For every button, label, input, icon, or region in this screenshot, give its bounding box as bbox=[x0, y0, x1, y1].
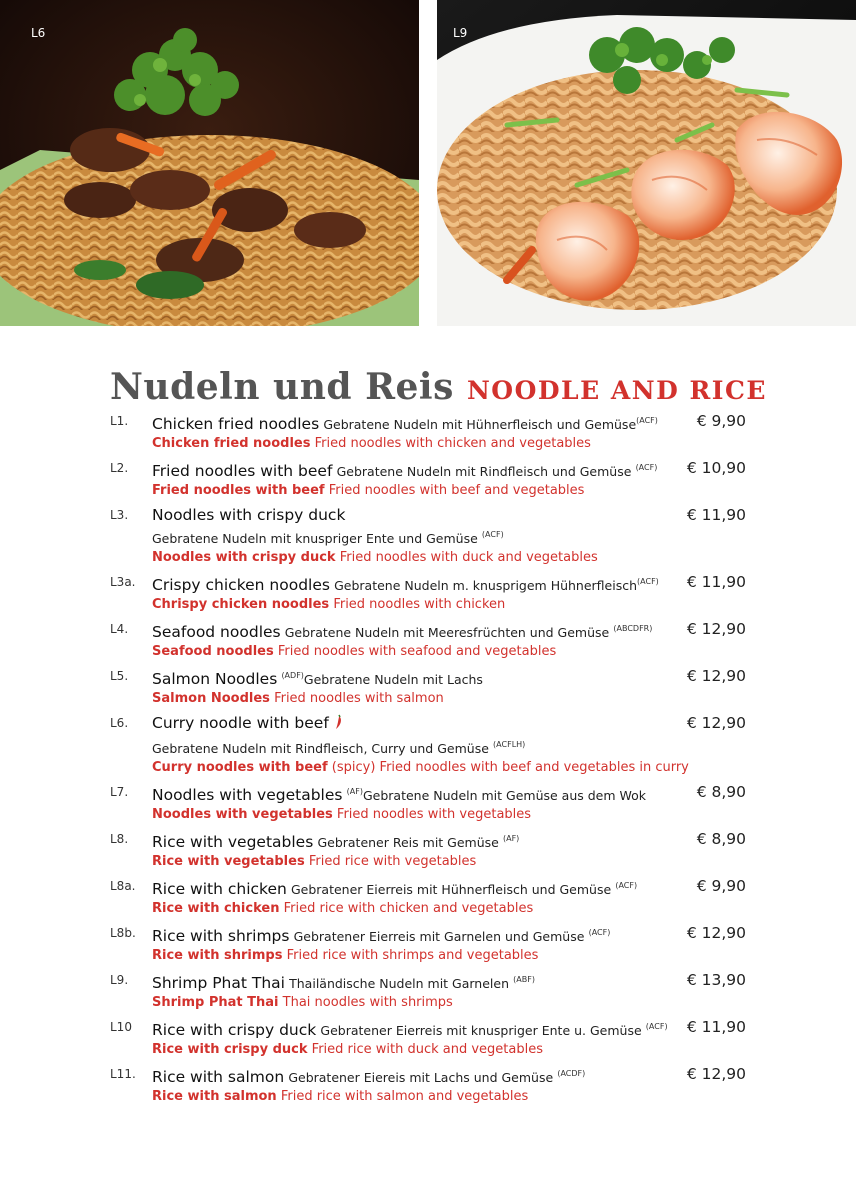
item-name: Fried noodles with beef bbox=[152, 462, 333, 480]
section-heading bbox=[110, 366, 767, 408]
item-price: € 9,90 bbox=[696, 412, 746, 430]
item-name: Rice with salmon bbox=[152, 1068, 285, 1086]
item-desc-de: Gebratene Nudeln mit Meeresfrüchten und Gemüse bbox=[284, 625, 610, 640]
item-allergens: (ACF) bbox=[481, 530, 504, 539]
item-desc-en: Fried noodles with duck and vegetables bbox=[339, 550, 598, 565]
item-allergens: (ACF) bbox=[615, 881, 638, 890]
shrimp-phat-thai-image bbox=[437, 0, 856, 326]
item-number: L6. bbox=[110, 716, 129, 730]
menu-item-l8 bbox=[110, 830, 750, 870]
item-name-en: Rice with shrimps bbox=[152, 948, 283, 963]
item-price: € 12,90 bbox=[686, 1065, 746, 1083]
item-number: L9. bbox=[110, 973, 129, 987]
item-name: Rice with crispy duck bbox=[152, 1021, 317, 1039]
item-desc-en: Fried noodles with seafood and vegetables bbox=[277, 644, 557, 659]
item-name: Noodles with crispy duck bbox=[152, 506, 346, 524]
item-name: Chicken fried noodles bbox=[152, 415, 320, 433]
heading-german: Nudeln und Reis bbox=[110, 366, 454, 408]
item-name-en: Rice with crispy duck bbox=[152, 1042, 308, 1057]
item-allergens: (ADF) bbox=[281, 671, 304, 680]
item-price: € 9,90 bbox=[696, 877, 746, 895]
item-allergens: (ABCDFR) bbox=[613, 624, 653, 633]
menu-item-l8a bbox=[110, 877, 750, 917]
item-number: L8a. bbox=[110, 879, 136, 893]
item-price: € 12,90 bbox=[686, 667, 746, 685]
item-number: L8b. bbox=[110, 926, 136, 940]
item-number: L8. bbox=[110, 832, 129, 846]
menu-item-l3a bbox=[110, 573, 750, 613]
item-desc-de: Gebratener Reis mit Gemüse bbox=[317, 835, 499, 850]
menu-item-l6 bbox=[110, 714, 750, 776]
item-allergens: (ACF) bbox=[588, 928, 611, 937]
item-price: € 12,90 bbox=[686, 924, 746, 942]
item-price: € 12,90 bbox=[686, 620, 746, 638]
item-name: Curry noodle with beef bbox=[152, 714, 329, 732]
item-price: € 12,90 bbox=[686, 714, 746, 732]
item-desc-de: Gebratener Eierreis mit Hühnerfleisch und Gemüse bbox=[290, 882, 612, 897]
item-price: € 11,90 bbox=[686, 506, 746, 524]
menu-item-l10 bbox=[110, 1018, 750, 1058]
item-desc-de: Gebratene Nudeln mit Rindfleisch und Gemüse bbox=[336, 464, 632, 479]
menu-item-l7 bbox=[110, 783, 750, 823]
item-desc-de: Gebratener Eierreis mit knuspriger Ente u. Gemüse bbox=[320, 1023, 642, 1038]
item-desc-de: Gebratener Eierreis mit Garnelen und Gemüse bbox=[293, 929, 585, 944]
item-desc-de: Gebratene Nudeln mit Lachs bbox=[303, 672, 483, 687]
item-price: € 8,90 bbox=[696, 783, 746, 801]
item-name: Rice with chicken bbox=[152, 880, 287, 898]
photo-tag-l6: L6 bbox=[31, 26, 46, 40]
item-number: L2. bbox=[110, 461, 129, 475]
item-name-en: Chicken fried noodles bbox=[152, 436, 311, 451]
item-desc-en: Fried noodles with chicken and vegetables bbox=[314, 436, 591, 451]
heading-english: NOODLE AND RICE bbox=[466, 376, 767, 405]
item-name-en: Curry noodles with beef bbox=[152, 760, 328, 775]
item-allergens: (ABF) bbox=[513, 975, 535, 984]
item-name: Shrimp Phat Thai bbox=[152, 974, 285, 992]
item-allergens: (AF) bbox=[502, 834, 520, 843]
item-allergens: (ACFLH) bbox=[493, 740, 526, 749]
menu-item-l2 bbox=[110, 459, 750, 499]
item-number: L11. bbox=[110, 1067, 136, 1081]
item-price: € 13,90 bbox=[686, 971, 746, 989]
photo-noodles-beef bbox=[0, 0, 419, 326]
menu-item-l3 bbox=[110, 506, 750, 566]
item-name-en: Rice with chicken bbox=[152, 901, 280, 916]
item-allergens: (ACF) bbox=[645, 1022, 668, 1031]
item-name-en: Rice with salmon bbox=[152, 1089, 277, 1104]
menu-item-l5 bbox=[110, 667, 750, 707]
menu-item-l9 bbox=[110, 971, 750, 1011]
item-desc-de: Gebratene Nudeln mit knuspriger Ente und Gemüse bbox=[152, 531, 478, 546]
item-desc-en: Fried noodles with vegetables bbox=[336, 807, 532, 822]
item-price: € 11,90 bbox=[686, 573, 746, 591]
item-name: Seafood noodles bbox=[152, 623, 281, 641]
item-name-en: Salmon Noodles bbox=[152, 691, 270, 706]
item-name-en: Fried noodles with beef bbox=[152, 483, 325, 498]
item-desc-en: Fried rice with salmon and vegetables bbox=[280, 1089, 529, 1104]
photo-shrimp-phat-thai bbox=[437, 0, 856, 326]
item-desc-en: Fried noodles with beef and vegetables bbox=[328, 483, 585, 498]
item-allergens: (ACDF) bbox=[557, 1069, 586, 1078]
menu-item-l1 bbox=[110, 412, 750, 452]
item-desc-en: Fried rice with duck and vegetables bbox=[311, 1042, 544, 1057]
menu-item-l11 bbox=[110, 1065, 750, 1105]
item-desc-de: Gebratene Nudeln mit Rindfleisch, Curry und Gemüse bbox=[152, 741, 489, 756]
noodles-beef-image bbox=[0, 0, 419, 326]
item-price: € 11,90 bbox=[686, 1018, 746, 1036]
item-price: € 10,90 bbox=[686, 459, 746, 477]
menu-item-l8b bbox=[110, 924, 750, 964]
item-allergens: (ACF) bbox=[636, 416, 658, 425]
item-desc-de: Gebratener Eiereis mit Lachs und Gemüse bbox=[288, 1070, 554, 1085]
item-name: Crispy chicken noodles bbox=[152, 576, 330, 594]
item-allergens: (ACF) bbox=[635, 463, 658, 472]
photo-tag-l9: L9 bbox=[453, 26, 468, 40]
item-desc-de: Thailändische Nudeln mit Garnelen bbox=[289, 976, 510, 991]
chili-icon bbox=[333, 714, 343, 736]
item-desc-en: Fried rice with shrimps and vegetables bbox=[286, 948, 539, 963]
item-desc-en: Fried rice with chicken and vegetables bbox=[283, 901, 534, 916]
item-number: L7. bbox=[110, 785, 129, 799]
item-number: L10 bbox=[110, 1020, 132, 1034]
item-name: Salmon Noodles bbox=[152, 670, 278, 688]
item-name-en: Noodles with crispy duck bbox=[152, 550, 336, 565]
item-number: L4. bbox=[110, 622, 129, 636]
item-number: L5. bbox=[110, 669, 129, 683]
item-allergens: (ACF) bbox=[637, 577, 659, 586]
item-name: Rice with vegetables bbox=[152, 833, 314, 851]
item-name-en: Shrimp Phat Thai bbox=[152, 995, 279, 1010]
item-desc-en: Fried noodles with salmon bbox=[274, 691, 444, 706]
item-name-en: Seafood noodles bbox=[152, 644, 274, 659]
item-name-en: Chrispy chicken noodles bbox=[152, 597, 330, 612]
item-allergens: (AF) bbox=[346, 787, 363, 796]
menu-list bbox=[110, 412, 750, 1112]
item-desc-en: (spicy) Fried noodles with beef and vegetables in curry bbox=[331, 760, 689, 775]
item-number: L1. bbox=[110, 414, 129, 428]
item-desc-de: Gebratene Nudeln m. knusprigem Hühnerfleisch bbox=[334, 578, 638, 593]
item-name-en: Rice with vegetables bbox=[152, 854, 305, 869]
menu-item-l4 bbox=[110, 620, 750, 660]
item-desc-de: Gebratene Nudeln mit Hühnerfleisch und Gemüse bbox=[323, 417, 637, 432]
item-price: € 8,90 bbox=[696, 830, 746, 848]
item-name: Noodles with vegetables bbox=[152, 786, 343, 804]
item-number: L3. bbox=[110, 508, 129, 522]
item-desc-en: Fried rice with vegetables bbox=[308, 854, 477, 869]
item-desc-en: Fried noodles with chicken bbox=[333, 597, 506, 612]
item-name: Rice with shrimps bbox=[152, 927, 290, 945]
item-desc-de: Gebratene Nudeln mit Gemüse aus dem Wok bbox=[362, 788, 647, 803]
item-desc-en: Thai noodles with shrimps bbox=[282, 995, 453, 1010]
item-name-en: Noodles with vegetables bbox=[152, 807, 333, 822]
item-number: L3a. bbox=[110, 575, 136, 589]
